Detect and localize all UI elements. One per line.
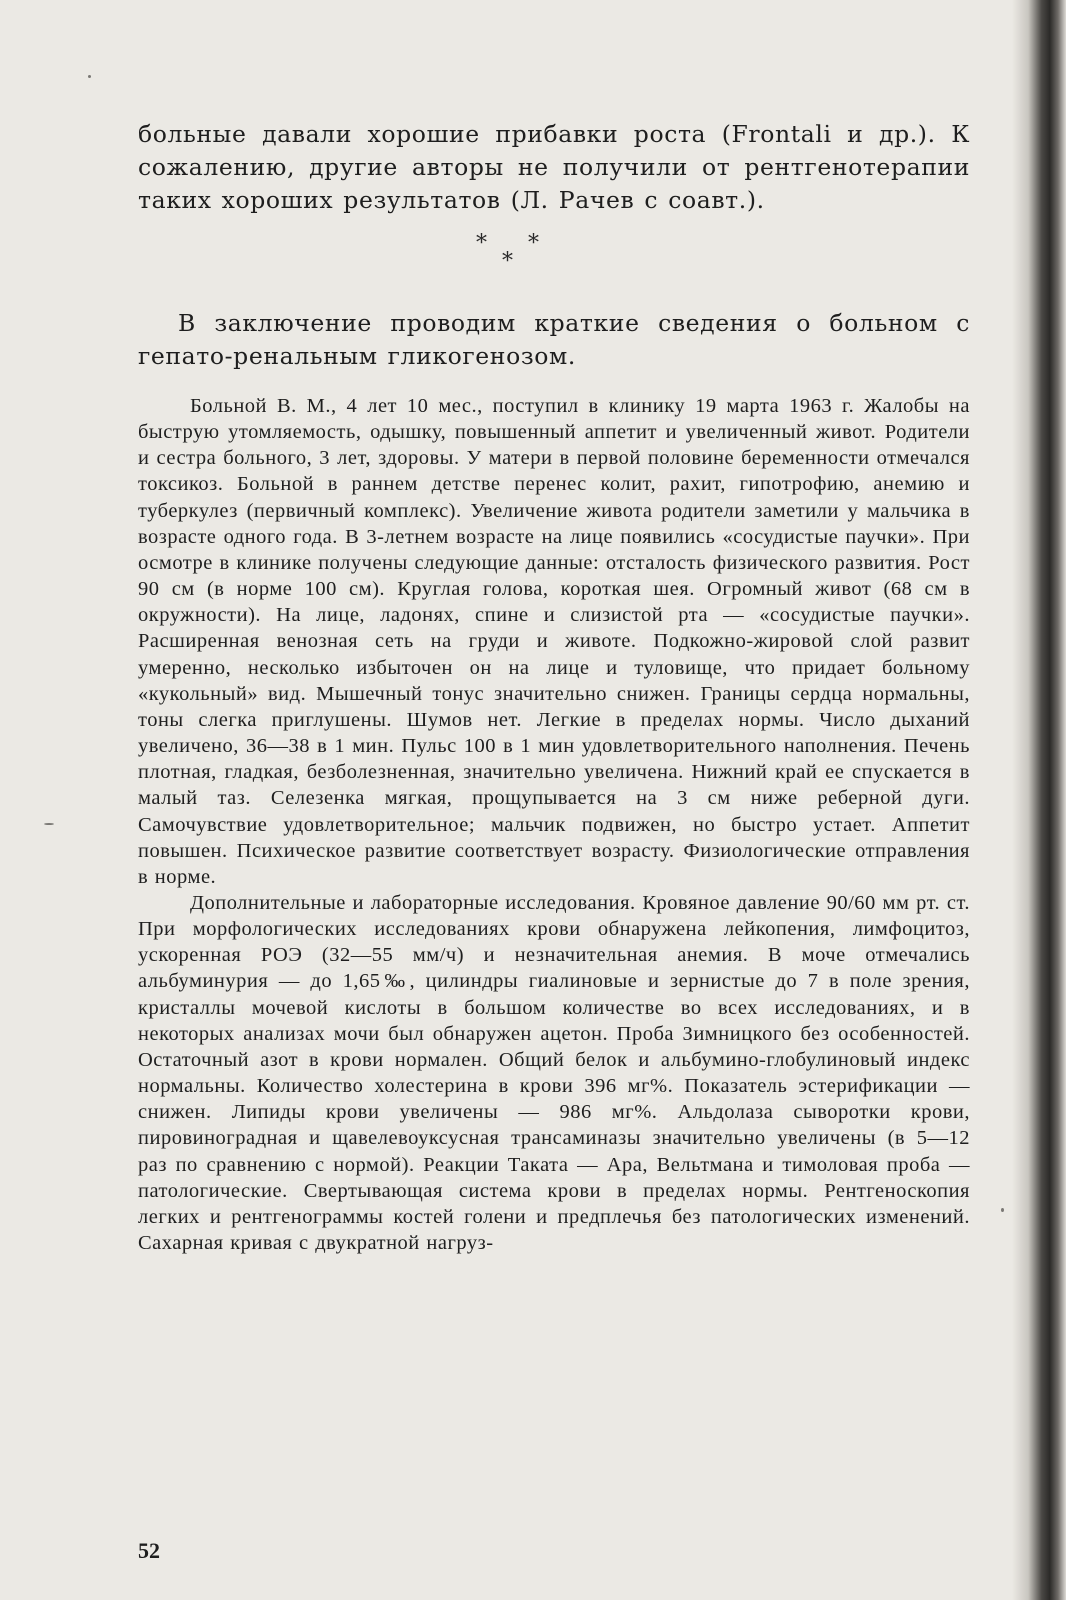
lab-findings-paragraph: Дополнительные и лабораторные исследования. Кровяное давление 90/60 мм рт. ст. При морфологических исследованиях крови обнаружена лейкопения, лимфоцитоз, ускоренная РОЭ (32—55 мм/ч) и незначительная анемия. В моче отмечались альбуминурия — до 1,65‰, цилиндры гиалиновые и зернистые до 7 в поле зрения, кристаллы мочевой кислоты в большом количестве во всех исследованиях, и в некоторых анализах мочи был обнаружен ацетон. Проба Зимницкого без особенностей. Остаточный азот в крови нормален. Общий белок и альбумино-глобулиновый индекс нормальны. Количество холестерина в крови 396 мг%. Показатель эстерификации — снижен. Липиды крови увеличены — 986 мг%. Альдолаза сыворотки крови, пировиноградная и щавелевоуксусная трансаминазы значительно увеличены (в 5—12 раз по сравнению с нормой). Реакции Таката — Ара, Вельтмана и тимоловая проба — патологические. Свертывающая система крови в пределах нормы. Рентгеноскопия легких и рентгенограммы костей голени и предплечья без патологических изменений. Сахарная кривая с двукратной нагруз- (138, 891, 970, 1254)
print-speck (88, 75, 91, 78)
section-separator (138, 217, 970, 307)
paragraph-conclusion-intro: В заключение проводим краткие сведения о больном с гепато-ренальным гликогенозом. (138, 309, 970, 370)
paragraph-continuation: больные давали хорошие прибавки роста (Frontali и др.). К сожалению, другие авторы не получили от рентгенотерапии таких хороших результатов (Л. Рачев с соавт.). (138, 120, 970, 214)
print-speck (44, 823, 54, 825)
separator-star-right: * (528, 231, 539, 256)
print-speck (1001, 1208, 1004, 1212)
page-number: 52 (138, 1538, 160, 1563)
separator-star-left: * (476, 231, 487, 256)
page-content (138, 118, 970, 1256)
page-binding-shadow (1012, 0, 1066, 1600)
separator-star-bottom: * (502, 249, 513, 274)
case-report-paragraph: Больной В. М., 4 лет 10 мес., поступил в клинику 19 марта 1963 г. Жалобы на быструю утомляемость, одышку, повышенный аппетит и увеличенный живот. Родители и сестра больного, 3 лет, здоровы. У матери в первой половине беременности отмечался токсикоз. Больной в раннем детстве перенес колит, рахит, гипотрофию, анемию и туберкулез (первичный комплекс). Увеличение живота родители заметили у мальчика в возрасте одного года. В 3-летнем возрасте на лице появились «сосудистые паучки». При осмотре в клинике получены следующие данные: отсталость физического развития. Рост 90 см (в норме 100 см). Круглая голова, короткая шея. Огромный живот (68 см в окружности). На лице, ладонях, спине и слизистой рта — «сосудистые паучки». Расширенная венозная сеть на груди и животе. Подкожно-жировой слой развит умеренно, несколько избыточен он на лице и туловище, что придает больному «кукольный» вид. Мышечный тонус значительно снижен. Границы сердца нормальны, тоны слегка приглушены. Шумов нет. Легкие в пределах нормы. Число дыханий увеличено, 36—38 в 1 мин. Пульс 100 в 1 мин удовлетворительного наполнения. Печень плотная, гладкая, безболезненная, значительно увеличена. Нижний край ее спускается в малый таз. Селезенка мягкая, прощупывается на 3 см ниже реберной дуги. Самочувствие удовлетворительное; мальчик подвижен, но быстро устает. Аппетит повышен. Психическое развитие соответствует возрасту. Физиологические отправления в норме. (138, 395, 970, 888)
